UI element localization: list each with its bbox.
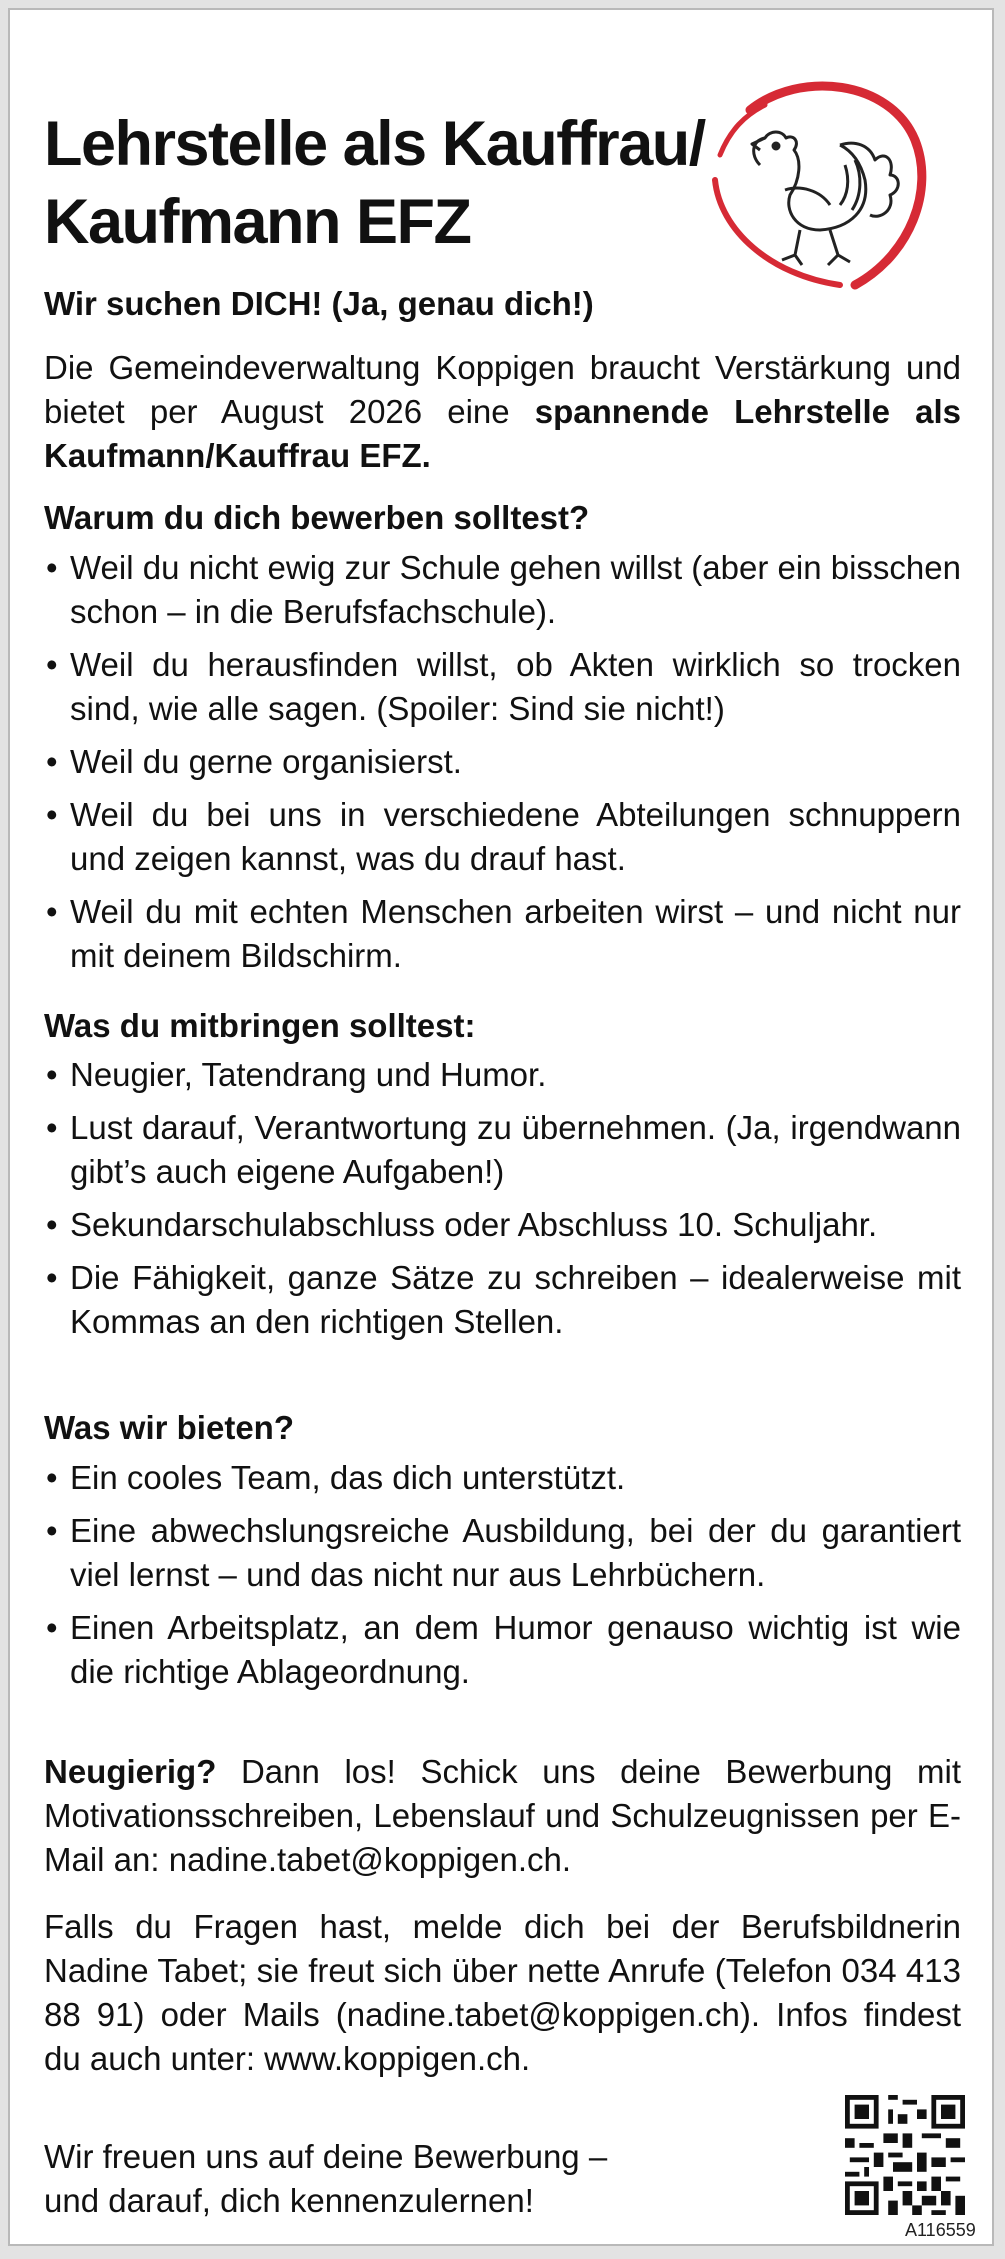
- subtitle: Wir suchen DICH! (Ja, genau dich!): [44, 285, 594, 322]
- apply-bold: Neugierig?: [44, 1753, 217, 1790]
- list-offer: [44, 1456, 961, 1703]
- reference-number: A116559: [905, 2220, 976, 2240]
- rooster-logo-icon: [690, 70, 930, 300]
- intro-text: Die Gemeindeverwaltung Koppigen braucht Verstärkung und bietet per August 2026 eine: [44, 349, 961, 430]
- ad-title: [44, 105, 724, 261]
- closing-text: [44, 2135, 607, 2223]
- list-item: • Lust darauf, Verantwortung zu übernehmen. (Ja, irgendwann gibt’s auch eigene Aufgaben!): [44, 1106, 961, 1194]
- list-item: • Weil du nicht ewig zur Schule gehen willst (aber ein bisschen schon – in die Berufsfachschule).: [44, 546, 961, 634]
- closing-line-2: und darauf, dich kennenzulernen!: [44, 2182, 534, 2219]
- intro-paragraph: [44, 346, 961, 478]
- list-bring: [44, 1053, 961, 1353]
- list-item: • Einen Arbeitsplatz, an dem Humor genauso wichtig ist wie die richtige Ablageordnung.: [44, 1606, 961, 1694]
- section-heading-offer: Was wir bieten?: [44, 1409, 294, 1446]
- apply-text: Dann los! Schick uns deine Bewerbung mit Motivationsschreiben, Lebenslauf und Schulzeugnissen per E-Mail an: nadine.tabet@koppigen.ch.: [44, 1753, 961, 1878]
- list-item: • Weil du mit echten Menschen arbeiten wirst – und nicht nur mit deinem Bildschirm.: [44, 890, 961, 978]
- qr-code-icon[interactable]: [845, 2095, 965, 2215]
- section-heading-bring: Was du mitbringen solltest:: [44, 1007, 476, 1044]
- closing-line-1: Wir freuen uns auf deine Bewerbung –: [44, 2138, 608, 2175]
- list-why: [44, 546, 961, 987]
- apply-paragraph: [44, 1750, 961, 1882]
- list-item: • Die Fähigkeit, ganze Sätze zu schreiben – idealerweise mit Kommas an den richtigen Stellen.: [44, 1256, 961, 1344]
- list-item: • Weil du gerne organisierst.: [44, 740, 961, 784]
- list-item: • Weil du herausfinden willst, ob Akten wirklich so trocken sind, wie alle sagen. (Spoiler: Sind sie nicht!): [44, 643, 961, 731]
- list-item: • Neugier, Tatendrang und Humor.: [44, 1053, 961, 1097]
- title-line-2: Kaufmann EFZ: [44, 187, 471, 257]
- list-item: • Weil du bei uns in verschiedene Abteilungen schnuppern und zeigen kannst, was du drauf hast.: [44, 793, 961, 881]
- contact-paragraph: Falls du Fragen hast, melde dich bei der Berufsbildnerin Nadine Tabet; sie freut sich über nette Anrufe (Telefon 034 413 88 91) oder Mails (nadine.tabet@koppigen.ch). Infos findest du auch unter: www.koppigen.ch.: [44, 1908, 961, 2077]
- list-item: • Ein cooles Team, das dich unterstützt.: [44, 1456, 961, 1500]
- section-heading-why: Warum du dich bewerben solltest?: [44, 499, 590, 536]
- title-line-1: Lehrstelle als Kauffrau/: [44, 109, 705, 179]
- list-item: • Sekundarschulabschluss oder Abschluss 10. Schuljahr.: [44, 1203, 961, 1247]
- list-item: • Eine abwechslungsreiche Ausbildung, bei der du garantiert viel lernst – und das nicht nur aus Lehrbüchern.: [44, 1509, 961, 1597]
- intro-bold: spannende Lehrstelle als Kaufmann/Kauffrau EFZ.: [44, 393, 961, 474]
